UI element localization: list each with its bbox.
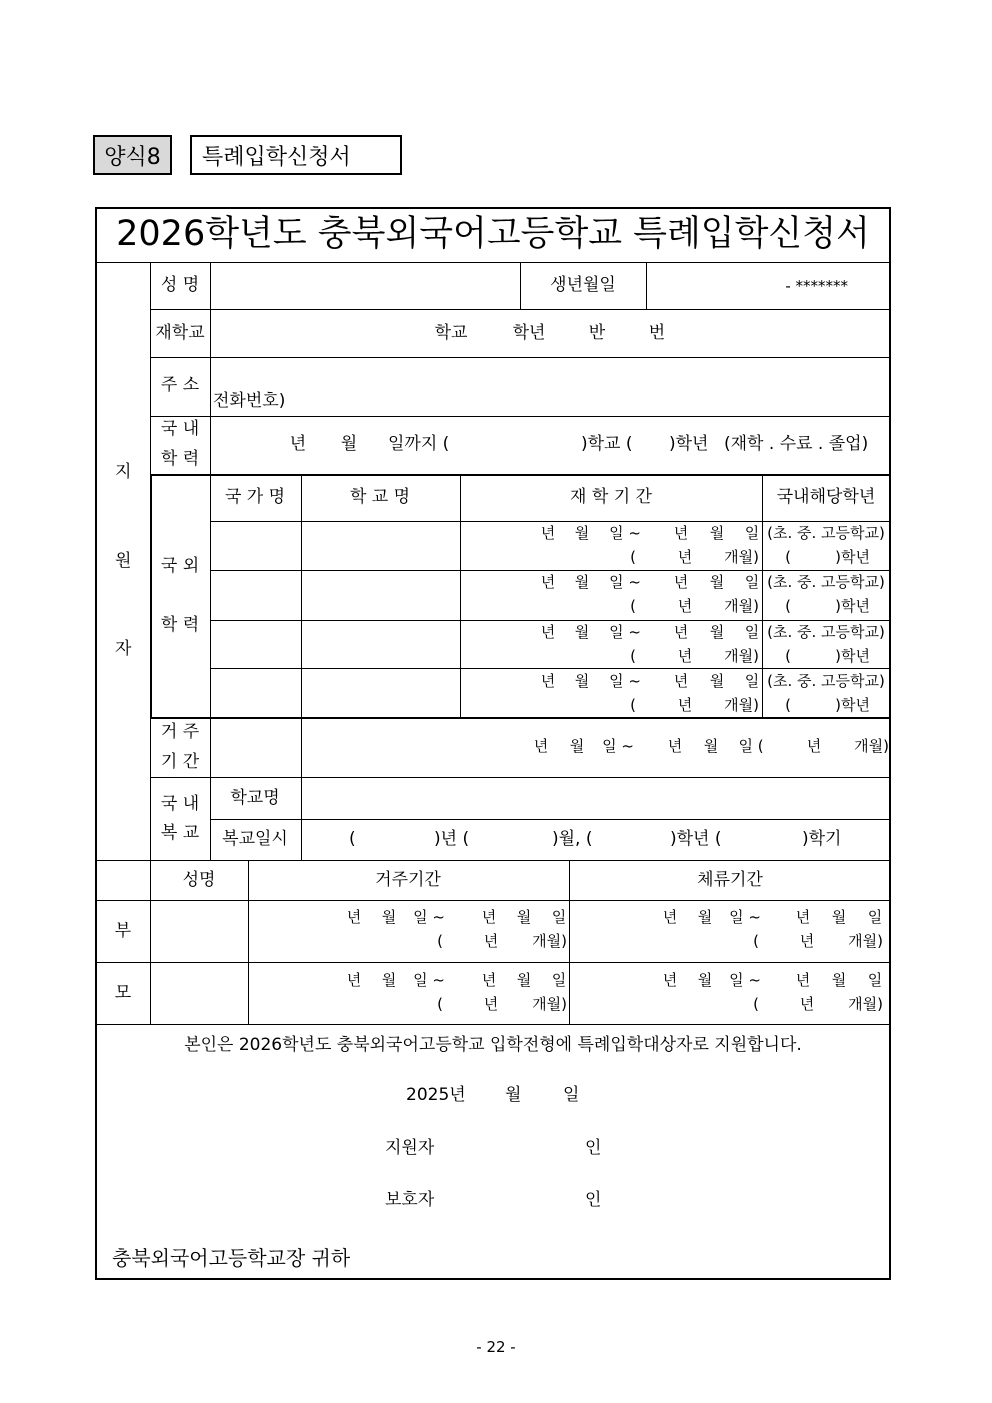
return-school-label: 학교명 bbox=[230, 788, 280, 808]
applicant-label-char-2: 원 bbox=[115, 551, 132, 571]
applicant-sign-label: 지원자 bbox=[385, 1138, 435, 1158]
declaration-day: 일 bbox=[563, 1085, 580, 1105]
domestic-status: (재학 . 수료 . 졸업) bbox=[724, 434, 869, 454]
domestic-year: 년 bbox=[289, 434, 307, 454]
declaration-statement: 본인은 2026학년도 충북외국어고등학교 입학전형에 특례입학대상자로 지원합니다. bbox=[184, 1035, 802, 1055]
domestic-label-line1: 국 내 bbox=[160, 419, 200, 439]
declaration-month: 월 bbox=[505, 1085, 522, 1105]
birth-label: 생년월일 bbox=[550, 275, 616, 295]
school-part-school: 학교 bbox=[434, 323, 468, 343]
return-label-line1: 국 내 bbox=[160, 794, 200, 814]
school-label: 재학교 bbox=[155, 323, 205, 343]
document-title: 2026학년도 충북외국어고등학교 특례입학신청서 bbox=[116, 214, 870, 254]
school-part-grade: 학년 bbox=[512, 323, 546, 343]
domestic-day: 일까지 ( bbox=[388, 434, 450, 454]
form-title-tag bbox=[190, 135, 402, 175]
applicant-label-char-1: 지 bbox=[115, 462, 132, 482]
parents-header-name: 성명 bbox=[182, 870, 216, 890]
residence-label-line1: 거 주 bbox=[160, 722, 200, 742]
form-number: 양식8 bbox=[104, 144, 161, 170]
page-number: - 22 - bbox=[476, 1338, 516, 1356]
return-date-label: 복교일시 bbox=[222, 829, 288, 849]
school-part-number: 번 bbox=[648, 323, 666, 343]
residence-label-line2: 기 간 bbox=[160, 752, 200, 772]
name-label: 성 명 bbox=[160, 275, 200, 295]
return-label-line2: 복 교 bbox=[160, 823, 200, 843]
addressee: 충북외국어고등학교장 귀하 bbox=[112, 1246, 351, 1270]
foreign-label-line1: 국 외 bbox=[160, 556, 200, 576]
domestic-label-line2: 학 력 bbox=[160, 449, 200, 469]
foreign-header-period: 재 학 기 간 bbox=[570, 487, 652, 507]
birth-value: - ******* bbox=[785, 277, 848, 295]
applicant-seal: 인 bbox=[585, 1138, 602, 1158]
foreign-header-grade: 국내해당학년 bbox=[776, 487, 876, 507]
parents-header-stay: 체류기간 bbox=[697, 870, 763, 890]
domestic-school: )학교 ( bbox=[581, 434, 633, 454]
applicant-label-char-3: 자 bbox=[115, 639, 132, 659]
guardian-seal: 인 bbox=[585, 1190, 602, 1210]
foreign-header-school: 학 교 명 bbox=[349, 487, 411, 507]
school-part-class: 반 bbox=[588, 323, 606, 343]
parents-header-residence: 거주기간 bbox=[375, 870, 441, 890]
foreign-label-line2: 학 력 bbox=[160, 615, 200, 635]
application-form-frame bbox=[95, 207, 891, 1280]
domestic-grade: )학년 bbox=[669, 434, 709, 454]
form-number-tag bbox=[93, 135, 172, 175]
phone-label: 전화번호) bbox=[213, 391, 286, 411]
foreign-header-country: 국 가 명 bbox=[224, 487, 286, 507]
form-title: 특례입학신청서 bbox=[202, 144, 351, 170]
domestic-month: 월 bbox=[340, 434, 358, 454]
guardian-sign-label: 보호자 bbox=[385, 1190, 435, 1210]
declaration-year: 2025년 bbox=[406, 1085, 466, 1105]
address-label: 주 소 bbox=[160, 375, 200, 395]
